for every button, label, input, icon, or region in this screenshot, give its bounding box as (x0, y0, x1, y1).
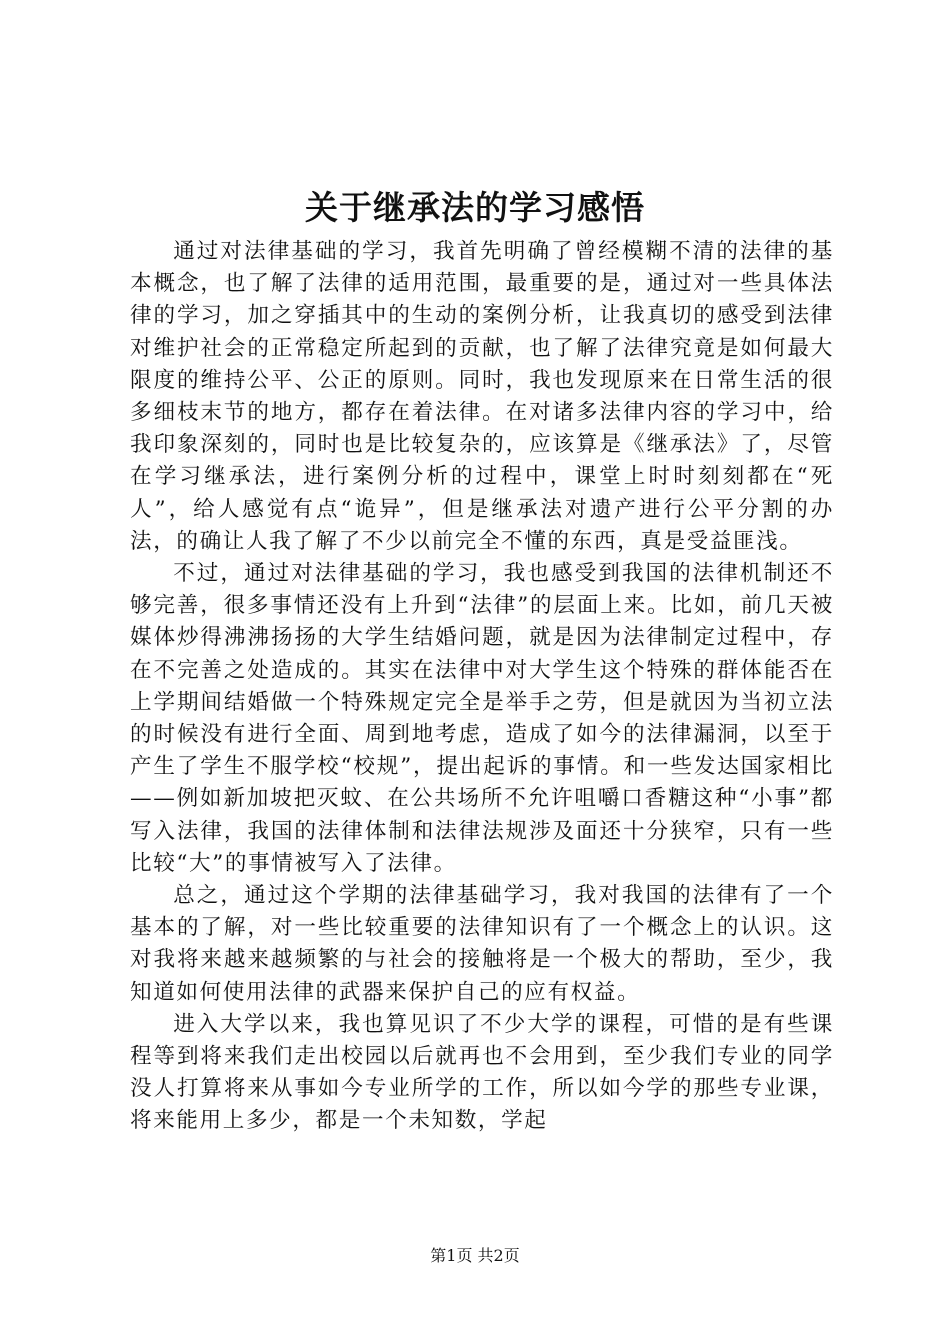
paragraph-1: 通过对法律基础的学习，我首先明确了曾经模糊不清的法律的基本概念，也了解了法律的适用范围，最重要的是，通过对一些具体法律的学习，加之穿插其中的生动的案例分析，让我真切的感受到法律对维护社会的正常稳定所起到的贡献，也了解了法律究竟是如何最大限度的维持公平、公正的原则。同时，我也发现原来在日常生活的很多细枝末节的地方，都存在着法律。在对诸多法律内容的学习中，给我印象深刻的，同时也是比较复杂的，应该算是《继承法》了，尽管在学习继承法，进行案例分析的过程中，课堂上时时刻刻都在“死人”，给人感觉有点“诡异”，但是继承法对遗产进行公平分割的办法，的确让人我了解了不少以前完全不懂的东西，真是受益匪浅。 (130, 239, 834, 554)
paragraph-4: 进入大学以来，我也算见识了不少大学的课程，可惜的是有些课程等到将来我们走出校园以后就再也不会用到，至少我们专业的同学没人打算将来从事如今专业所学的工作，所以如今学的那些专业课，将来能用上多少，都是一个未知数，学起 (130, 1011, 834, 1134)
document-title: 关于继承法的学习感悟 (305, 188, 645, 227)
paragraph-2: 不过，通过对法律基础的学习，我也感受到我国的法律机制还不够完善，很多事情还没有上升到“法律”的层面上来。比如，前几天被媒体炒得沸沸扬扬的大学生结婚问题，就是因为法律制定过程中，存在不完善之处造成的。其实在法律中对大学生这个特殊的群体能否在上学期间结婚做一个特殊规定完全是举手之劳，但是就因为当初立法的时候没有进行全面、周到地考虑，造成了如今的法律漏洞，以至于产生了学生不服学校“校规”，提出起诉的事情。和一些发达国家相比——例如新加坡把灭蚊、在公共场所不允许咀嚼口香糖这种“小事”都写入法律，我国的法律体制和法律法规涉及面还十分狭窄，只有一些比较“大”的事情被写入了法律。 (130, 561, 834, 876)
document-body (130, 236, 834, 1138)
paragraph-3: 总之，通过这个学期的法律基础学习，我对我国的法律有了一个基本的了解，对一些比较重要的法律知识有了一个概念上的认识。这对我将来越来越频繁的与社会的接触将是一个极大的帮助，至少，我知道如何使用法律的武器来保护自己的应有权益。 (130, 883, 834, 1005)
page-footer: 第1页 共2页 (430, 1246, 520, 1265)
